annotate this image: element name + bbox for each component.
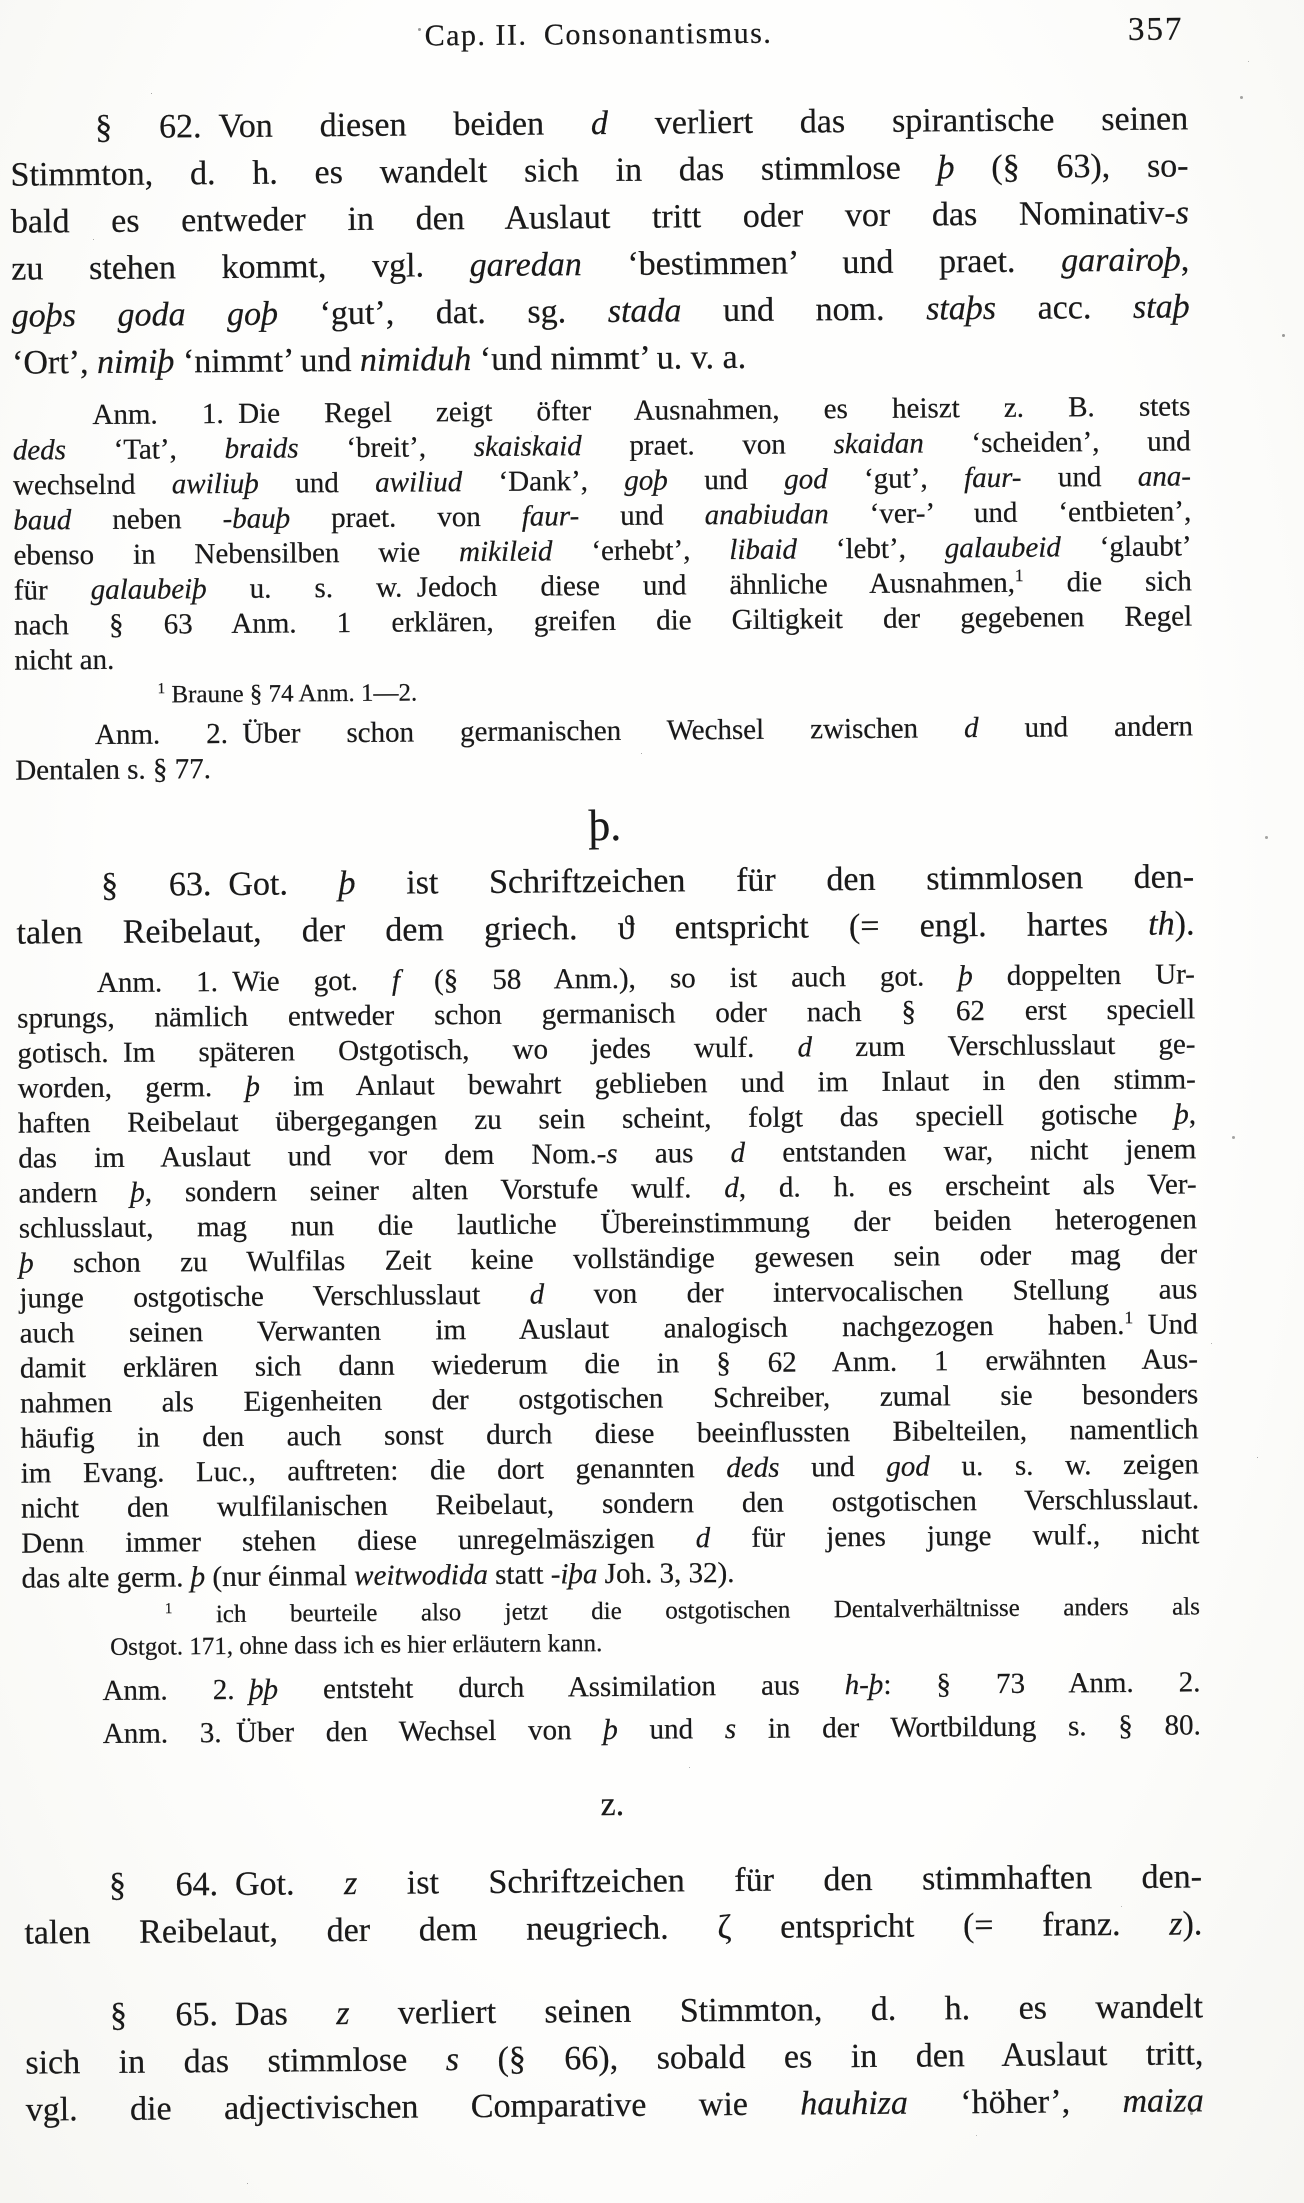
text-line: § 64. Got. z ist Schriftzeichen für den stimmhaften den-	[108, 1858, 1203, 1904]
text-line: zu stehen kommt, vgl. garedan ‘bestimmen’ und praet. garairoþ,	[11, 241, 1190, 288]
text-line: bald es entweder in den Auslaut tritt oder vor das Nominativ-s	[10, 194, 1190, 241]
text-line: sich in das stimmlose s (§ 66), sobald es in den Auslaut tritt,	[25, 2035, 1204, 2082]
text-line: Stimmton, d. h. es wandelt sich in das stimmlose þ (§ 63), so-	[10, 147, 1189, 194]
section-63-paragraph	[16, 853, 1195, 956]
text-line: häufig in den auch sonst durch diese beeinflussten Bibelteilen, namentlich	[20, 1413, 1199, 1455]
text-line: schlusslaut, mag nun die lautliche Übereinstimmung der beiden heterogenen	[18, 1203, 1197, 1245]
text-block	[9, 13, 1204, 2133]
section-62-anm-1	[12, 389, 1192, 678]
text-line: Dentalen s. § 77.	[15, 753, 212, 787]
text-line: nahmen als Eigenheiten der ostgotischen Schreiber, zumal sie besonders	[20, 1378, 1199, 1420]
text-line: nicht den wulfilanischen Reibelaut, sondern den ostgotischen Verschlusslaut.	[20, 1483, 1200, 1525]
text-line: Anm. 2. Über schon germanischen Wechsel zwischen d und andern	[94, 710, 1194, 752]
text-line: gotisch. Im späteren Ostgotisch, wo jedes wulf. d zum Verschlusslaut ge-	[17, 1028, 1196, 1070]
text-line: ebenso in Nebensilben wie mikileid ‘erhebt’, libaid ‘lebt’, galaubeid ‘glaubt’	[13, 530, 1192, 572]
text-line: andern þ, sondern seiner alten Vorstufe wulf. d, d. h. es erscheint als Ver-	[18, 1168, 1197, 1210]
text-line: Ostgot. 171, ohne dass ich es hier erläutern kann.	[110, 1630, 603, 1661]
text-line: für galaubeiþ u. s. w. Jedoch diese und ähnliche Ausnahmen,$^1$ die sich	[13, 565, 1192, 607]
text-line: $^1$ ich beurteile also jetzt die ostgotischen Dentalverhältnisse anders als	[164, 1593, 1200, 1629]
text-line: þ schon zu Wulfilas Zeit keine vollständige gewesen sein oder mag der	[19, 1238, 1198, 1280]
section-64-paragraph	[24, 1853, 1203, 1956]
section-62-paragraph	[10, 95, 1190, 386]
text-line: baud neben -bauþ praet. von faur- und anabiudan ‘ver-’ und ‘entbieten’,	[13, 495, 1192, 537]
text-line: sprungs, nämlich entweder schon germanisch oder nach § 62 erst speciell	[17, 993, 1196, 1035]
text-line: wechselnd awiliuþ und awiliud ‘Dank’, goþ und god ‘gut’, faur- und ana-	[12, 460, 1192, 502]
z-heading	[23, 1777, 1201, 1832]
text-line: das im Auslaut und vor dem Nom.-s aus d entstanden war, nicht jenem	[18, 1133, 1197, 1175]
text-line: nicht an.	[14, 643, 115, 677]
text-line: worden, germ. þ im Anlaut bewahrt geblieben und im Inlaut in den stimm-	[17, 1063, 1196, 1105]
text-line: Anm. 1. Wie got. f (§ 58 Anm.), so ist auch got. þ doppelten Ur-	[96, 958, 1196, 999]
text-line: nach § 63 Anm. 1 erklären, greifen die Giltigkeit der gegebenen Regel	[13, 600, 1193, 642]
text-line: im Evang. Luc., auftreten: die dort genannten deds und god u. s. w. zeigen	[20, 1448, 1199, 1490]
text-line: § 65. Das z verliert seinen Stimmton, d. h. es wandelt	[109, 1988, 1204, 2034]
text-line: Denn immer stehen diese unregelmäszigen d für jenes junge wulf., nicht	[21, 1518, 1200, 1560]
section-63-anm-2	[22, 1665, 1200, 1709]
footnote-braune	[103, 671, 1193, 712]
text-line: Anm. 2. þþ entsteht durch Assimilation aus h-þ: § 73 Anm. 2.	[102, 1666, 1201, 1707]
text-line: haften Reibelaut übergegangen zu sein scheint, folgt das speciell gotische þ,	[17, 1098, 1197, 1140]
text-line: ‘Ort’, nimiþ ‘nimmt’ und nimiduh ‘und nimmt’ u. v. a.	[11, 338, 747, 382]
thorn-heading	[16, 795, 1194, 856]
text-line: auch seinen Verwanten im Auslaut analogisch nachgezogen haben.$^1$ Und	[19, 1307, 1198, 1350]
section-62-anm-2	[15, 709, 1194, 788]
text-line: junge ostgotische Verschlusslaut d von der intervocalischen Stellung aus	[19, 1273, 1198, 1315]
text-line: goþs goda goþ ‘gut’, dat. sg. stada und nom. staþs acc. staþ	[11, 288, 1190, 335]
section-63-anm-1	[17, 957, 1200, 1596]
text-line: z.	[600, 1785, 625, 1824]
text-line: þ.	[588, 800, 622, 851]
text-line: § 62. Von diesen beiden d verliert das spirantische seinen	[95, 100, 1189, 146]
text-line: talen Reibelaut, der dem neugriech. ζ entspricht (= franz. z).	[24, 1905, 1203, 1952]
text-line: Anm. 1. Die Regel zeigt öfter Ausnahmen, es heiszt z. B. stets	[92, 390, 1191, 432]
page-header	[9, 13, 1187, 68]
text-line: $^1$ Braune § 74 Anm. 1—2.	[157, 679, 418, 709]
text-line: talen Reibelaut, der dem griech. ϑ entspricht (= engl. hartes th).	[16, 905, 1195, 952]
section-65-paragraph	[25, 1983, 1204, 2133]
text-line: § 63. Got. þ ist Schriftzeichen für den stimmlosen den-	[101, 858, 1195, 904]
section-63-anm-3	[23, 1708, 1201, 1752]
text-line: das alte germ. þ (nur éinmal weitwodida statt -iþa Joh. 3, 32).	[21, 1557, 735, 1595]
page-number: 357	[1127, 11, 1184, 48]
footnote-ostgot	[110, 1591, 1200, 1664]
text-line: vgl. die adjectivischen Comparative wie hauhiza ‘höher’, maiza	[25, 2082, 1204, 2129]
text-line: damit erklären sich dann wiederum die in § 62 Anm. 1 erwähnten Aus-	[19, 1343, 1199, 1385]
text-line: Anm. 3. Über den Wechsel von þ und s in der Wortbildung s. § 80.	[102, 1709, 1201, 1750]
text-line: deds ‘Tat’, braids ‘breit’, skaiskaid praet. von skaidan ‘scheiden’, und	[12, 425, 1191, 467]
running-title: Cap. II. Consonantismus.	[424, 16, 773, 53]
